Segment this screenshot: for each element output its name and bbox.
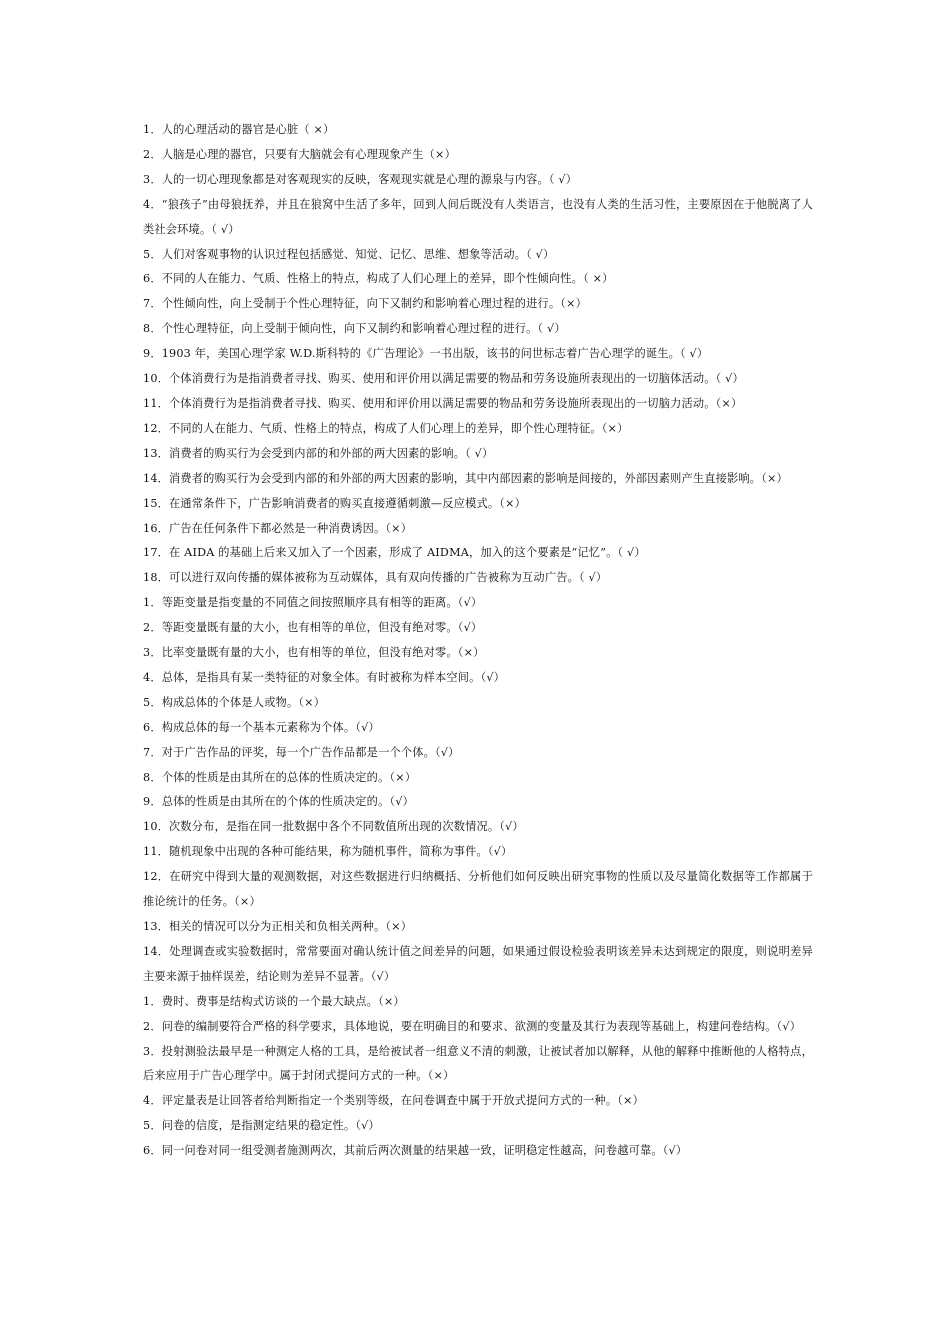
question-item: 1．人的心理活动的器官是心脏（ ×）: [143, 123, 335, 136]
question-item: 14．消费者的购买行为会受到内部的和外部的两大因素的影响，其中内部因素的影响是间接的，外部因素则产生直接影响。（×）: [143, 471, 788, 485]
question-item: 11．个体消费行为是指消费者寻找、购买、使用和评价用以满足需要的物品和劳务设施所表现出的一切脑力活动。（×）: [143, 396, 743, 410]
question-item: 13．相关的情况可以分为正相关和负相关两种。（×）: [143, 920, 413, 933]
question-item: 15．在通常条件下，广告影响消费者的购买直接遵循刺激—反应模式。（×）: [143, 496, 527, 510]
question-item: 4．总体，是指具有某一类特征的对象全体。有时被称为样本空间。（√）: [143, 670, 506, 684]
question-item: 2．问卷的编制要符合严格的科学要求，具体地说，要在明确目的和要求、欲测的变量及其行为表现等基础上，构建问卷结构。（√）: [143, 1019, 802, 1033]
question-item: 2．人脑是心理的器官，只要有大脑就会有心理现象产生（×）: [143, 147, 456, 161]
question-item: 3．人的一切心理现象都是对客观现实的反映，客观现实就是心理的源泉与内容。（ √）: [143, 172, 578, 186]
question-item: 18．可以进行双向传播的媒体被称为互动媒体，具有双向传播的广告被称为互动广告。（ √）: [143, 571, 608, 585]
question-item: 4．评定量表是让回答者给判断指定一个类别等级，在问卷调查中属于开放式提问方式的一种。（×）: [143, 1094, 644, 1108]
question-item: 3．投射测验法最早是一种测定人格的工具，是给被试者一组意义不清的刺激，让被试者加以解释，从他的解释中推断他的人格特点，后来应用于广告心理学中。属于封闭式提问方式的一种。（×）: [143, 1044, 813, 1083]
question-item: 14．处理调查或实验数据时，常常要面对确认统计值之间差异的问题，如果通过假设检验表明该差异未达到规定的限度，则说明差异主要来源于抽样误差，结论则为差异不显著。（√）: [143, 944, 813, 983]
question-item: 12．在研究中得到大量的观测数据，对这些数据进行归纳概括、分析他们如何反映出研究事物的性质以及尽量简化数据等工作都属于推论统计的任务。（×）: [143, 870, 813, 909]
question-item: 10．个体消费行为是指消费者寻找、购买、使用和评价用以满足需要的物品和劳务设施所表现出的一切脑体活动。（ √）: [143, 372, 744, 386]
question-item: 13．消费者的购买行为会受到内部的和外部的两大因素的影响。（ √）: [143, 446, 494, 460]
question-item: 17．在 AIDA 的基础上后来又加入了一个因素，形成了 AIDMA，加入的这个要素是“记忆”。（ √）: [143, 546, 646, 560]
question-item: 9．总体的性质是由其所在的个体的性质决定的。（√）: [143, 795, 414, 809]
question-item: 3．比率变量既有量的大小，也有相等的单位，但没有绝对零。（×）: [143, 646, 485, 660]
question-item: 5．构成总体的个体是人或物。（×）: [143, 695, 326, 709]
question-item: 6．构成总体的每一个基本元素称为个体。（√）: [143, 720, 380, 734]
question-item: 7．对于广告作品的评奖，每一个广告作品都是一个个体。（√）: [143, 745, 460, 759]
question-item: 16．广告在任何条件下都必然是一种消费诱因。（×）: [143, 521, 413, 535]
question-item: 1．费时、费事是结构式访谈的一个最大缺点。（×）: [143, 994, 405, 1008]
question-item: 4．“狼孩子”由母狼抚养，并且在狼窝中生活了多年，回到人间后既没有人类语言，也没有人类的生活习性，主要原因在于他脱离了人类社会环境。（ √）: [143, 197, 813, 236]
question-item: 5．问卷的信度，是指测定结果的稳定性。（√）: [143, 1119, 380, 1133]
question-item: 2．等距变量既有量的大小，也有相等的单位，但没有绝对零。（√）: [143, 621, 483, 635]
question-item: 7．个性倾向性，向上受制于个性心理特征，向下又制约和影响着心理过程的进行。（×）: [143, 297, 588, 311]
question-item: 1．等距变量是指变量的不同值之间按照顺序具有相等的距离。（√）: [143, 596, 483, 610]
question-item: 12．不同的人在能力、气质、性格上的特点，构成了人们心理上的差异，即个性心理特征。（×）: [143, 421, 629, 435]
question-item: 10．次数分布，是指在同一批数据中各个不同数值所出现的次数情况。（√）: [143, 820, 524, 834]
question-item: 6．不同的人在能力、气质、性格上的特点，构成了人们心理上的差异，即个性倾向性。（ ×）: [143, 272, 614, 286]
question-item: 9．1903 年，美国心理学家 W.D.斯科特的《广告理论》一书出版，该书的问世标志着广告心理学的诞生。（ √）: [143, 347, 709, 361]
question-item: 11．随机现象中出现的各种可能结果，称为随机事件，简称为事件。（√）: [143, 845, 513, 859]
question-item: 5．人们对客观事物的认识过程包括感觉、知觉、记忆、思维、想象等活动。（ √）: [143, 247, 555, 261]
document-page: [143, 118, 813, 1164]
question-item: 6．同一问卷对同一组受测者施测两次，其前后两次测量的结果越一致，证明稳定性越高，问卷越可靠。（√）: [143, 1144, 688, 1158]
question-item: 8．个体的性质是由其所在的总体的性质决定的。（×）: [143, 770, 417, 784]
question-item: 8．个性心理特征，向上受制于倾向性，向下又制约和影响着心理过程的进行。（ √）: [143, 322, 566, 336]
